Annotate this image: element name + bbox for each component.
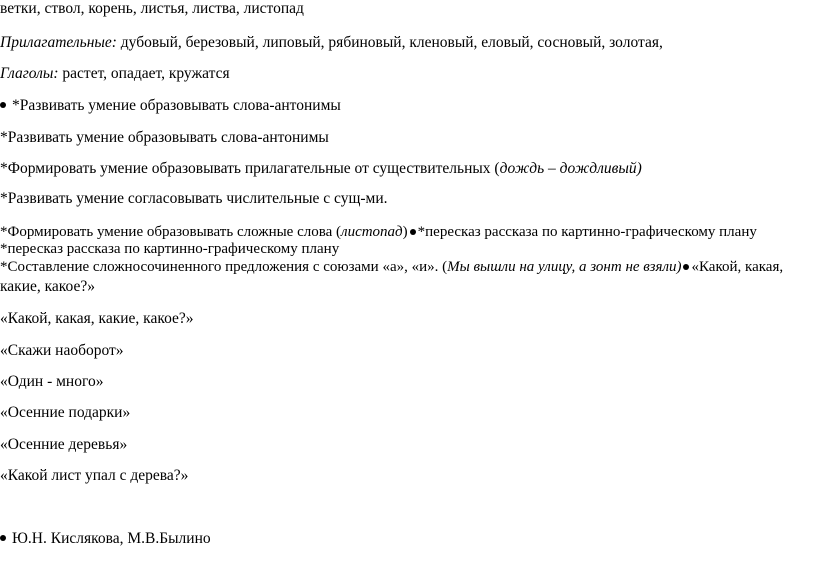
nouns-text: ветки, ствол, корень, листья, листва, листопад bbox=[0, 0, 304, 17]
sentence-example: Мы вышли на улицу, а зонт не взяли) bbox=[447, 259, 682, 275]
nouns-line bbox=[0, 0, 304, 18]
adjectives-text: дубовый, березовый, липовый, рябиновый, кленовый, еловый, сосновый, золотая, bbox=[116, 34, 663, 51]
sentence-text: *Составление сложносочиненного предложения с союзами «а», «и». ( bbox=[0, 259, 448, 275]
adjectives-label: Прилагательные: bbox=[0, 34, 117, 51]
sentence-continuation-line bbox=[0, 278, 95, 296]
compound-close: ) bbox=[402, 224, 408, 240]
adjectives-from-nouns-example: дождь – дождливый) bbox=[499, 160, 642, 177]
game-line-1 bbox=[0, 310, 194, 328]
compound-example: листопад bbox=[341, 224, 403, 240]
game-title: «Осенние подарки» bbox=[0, 404, 131, 421]
bullet-icon bbox=[0, 102, 6, 108]
compound-line bbox=[0, 223, 757, 241]
sentence-continuation: какие, какое?» bbox=[0, 278, 95, 295]
game-title: «Какой, какая, какие, какое?» bbox=[0, 310, 194, 327]
bullet-icon bbox=[410, 229, 416, 235]
game-title: «Скажи наоборот» bbox=[0, 342, 124, 359]
numerals-text: *Развивать умение согласовывать числительные с сущ-ми. bbox=[0, 190, 388, 207]
sentence-tail: «Какой, какая, bbox=[691, 259, 784, 275]
game-title: «Осенние деревья» bbox=[0, 436, 128, 453]
retelling-text: *пересказ рассказа по картинно-графическому плану bbox=[0, 241, 340, 257]
adjectives-line bbox=[0, 34, 663, 52]
adjectives-from-nouns-line bbox=[0, 160, 642, 178]
game-title: «Какой лист упал с дерева?» bbox=[0, 467, 189, 484]
antonyms-text-2: *Развивать умение образовывать слова-антонимы bbox=[0, 129, 329, 146]
bullet-icon bbox=[683, 264, 689, 270]
game-line-3 bbox=[0, 373, 103, 391]
verbs-label: Глаголы: bbox=[0, 65, 59, 82]
game-title: «Один - много» bbox=[0, 373, 104, 390]
retelling-line bbox=[0, 240, 339, 258]
antonyms-bullet-line bbox=[0, 97, 341, 115]
authors-line bbox=[0, 530, 211, 548]
adjectives-from-nouns-text: *Формировать умение образовывать прилагательные от существительных ( bbox=[0, 160, 500, 177]
game-line-5 bbox=[0, 436, 127, 454]
verbs-line bbox=[0, 65, 230, 83]
compound-text: *Формировать умение образовывать сложные слова ( bbox=[0, 224, 342, 240]
authors-text: Ю.Н. Кислякова, М.В.Былино bbox=[12, 530, 211, 547]
game-line-4 bbox=[0, 404, 130, 422]
antonyms-line bbox=[0, 129, 329, 147]
antonyms-text-1: *Развивать умение образовывать слова-антонимы bbox=[12, 97, 341, 114]
verbs-text: растет, опадает, кружатся bbox=[58, 65, 230, 82]
retelling-inline-text: *пересказ рассказа по картинно-графическому плану bbox=[417, 224, 757, 240]
numerals-line bbox=[0, 190, 388, 208]
bullet-icon bbox=[0, 535, 6, 541]
sentence-line bbox=[0, 258, 783, 276]
game-line-2 bbox=[0, 342, 124, 360]
game-line-6 bbox=[0, 467, 188, 485]
